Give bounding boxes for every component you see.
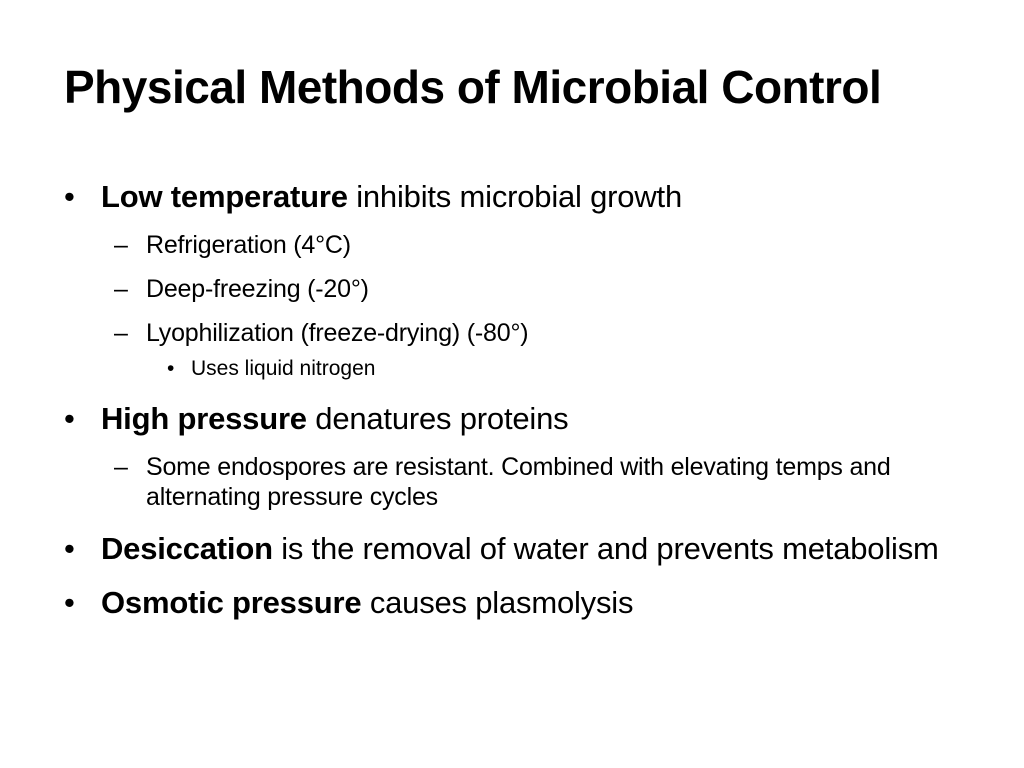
subsubbullet-liquid-nitrogen: [64, 356, 964, 382]
bullet-marker: •: [64, 179, 75, 214]
slide-title: Physical Methods of Microbial Control: [64, 61, 882, 113]
bullet-bold-term: Osmotic pressure: [101, 585, 362, 620]
bullet-bold-term: Low temperature: [101, 179, 348, 214]
bullet-low-temperature: [64, 178, 964, 216]
bullet-marker: •: [64, 585, 75, 620]
bullet-text: inhibits microbial growth: [347, 179, 682, 214]
subbullet-endospores: [64, 452, 964, 512]
dash-marker: –: [114, 319, 128, 347]
dash-marker: –: [114, 453, 128, 481]
bullet-osmotic-pressure: [64, 584, 964, 622]
dash-marker: –: [114, 275, 128, 303]
bullet-text: is the removal of water and prevents metabolism: [272, 531, 939, 566]
bullet-text: causes plasmolysis: [361, 585, 634, 620]
subbullet-refrigeration: [64, 230, 964, 260]
bullet-bold-term: High pressure: [101, 401, 307, 436]
bullet-bold-term: Desiccation: [101, 531, 273, 566]
bullet-marker: •: [64, 401, 75, 436]
dash-marker: –: [114, 231, 128, 259]
subbullet-deep-freezing: [64, 274, 964, 304]
bullet-marker: •: [64, 531, 75, 566]
subbullet-text: Some endospores are resistant. Combined with elevating temps and alternating pressure cycles: [146, 453, 891, 511]
slide-body: [64, 178, 964, 622]
subbullet-lyophilization: [64, 318, 964, 348]
bullet-high-pressure: [64, 400, 964, 438]
bullet-marker: •: [167, 357, 175, 380]
subbullet-text: Refrigeration (4°C): [146, 231, 351, 259]
bullet-text: denatures proteins: [306, 401, 569, 436]
subbullet-text: Deep-freezing (-20°): [146, 275, 369, 303]
bullet-desiccation: [64, 530, 964, 568]
subbullet-text: Lyophilization (freeze-drying) (-80°): [146, 319, 529, 347]
subsubbullet-text: Uses liquid nitrogen: [191, 357, 376, 380]
